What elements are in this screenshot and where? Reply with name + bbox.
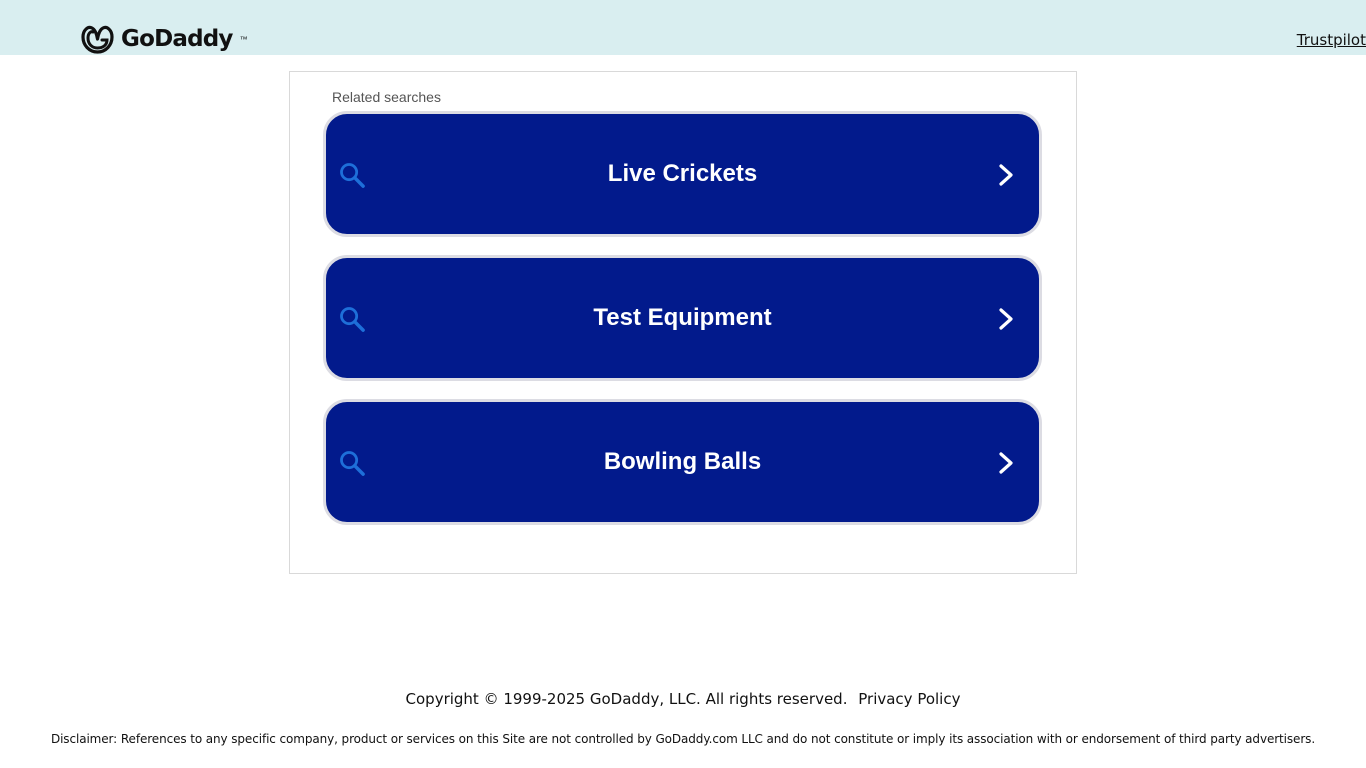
related-search-label: Live Crickets (607, 160, 758, 187)
related-search-label: Bowling Balls (603, 448, 762, 475)
copyright-text: Copyright © 1999-2025 GoDaddy, LLC. All rights reserved. (405, 690, 848, 708)
godaddy-logo[interactable] (80, 23, 248, 55)
related-searches-panel (289, 71, 1077, 574)
related-search-label: Test Equipment (593, 304, 772, 331)
related-search-live-crickets[interactable] (323, 111, 1042, 237)
header-bar (0, 0, 1366, 55)
chevron-right-icon (995, 163, 1017, 187)
chevron-right-icon (995, 451, 1017, 475)
privacy-policy-link[interactable]: Privacy Policy (858, 690, 961, 708)
related-search-test-equipment[interactable] (323, 255, 1042, 381)
related-searches-title: Related searches (332, 89, 441, 105)
trademark-symbol: ™ (239, 34, 248, 44)
chevron-right-icon (995, 307, 1017, 331)
logo-text: GoDaddy (121, 26, 233, 52)
footer-copyright-row (0, 688, 1366, 710)
trustpilot-link[interactable]: Trustpilot (1296, 31, 1366, 49)
godaddy-logo-icon (80, 23, 115, 55)
related-search-bowling-balls[interactable] (323, 399, 1042, 525)
disclaimer-text: Disclaimer: References to any specific company, product or services on this Site are not controlled by GoDaddy.com LLC and do not constitute or imply its association with or endorsement of third party advertisers. (50, 732, 1316, 746)
